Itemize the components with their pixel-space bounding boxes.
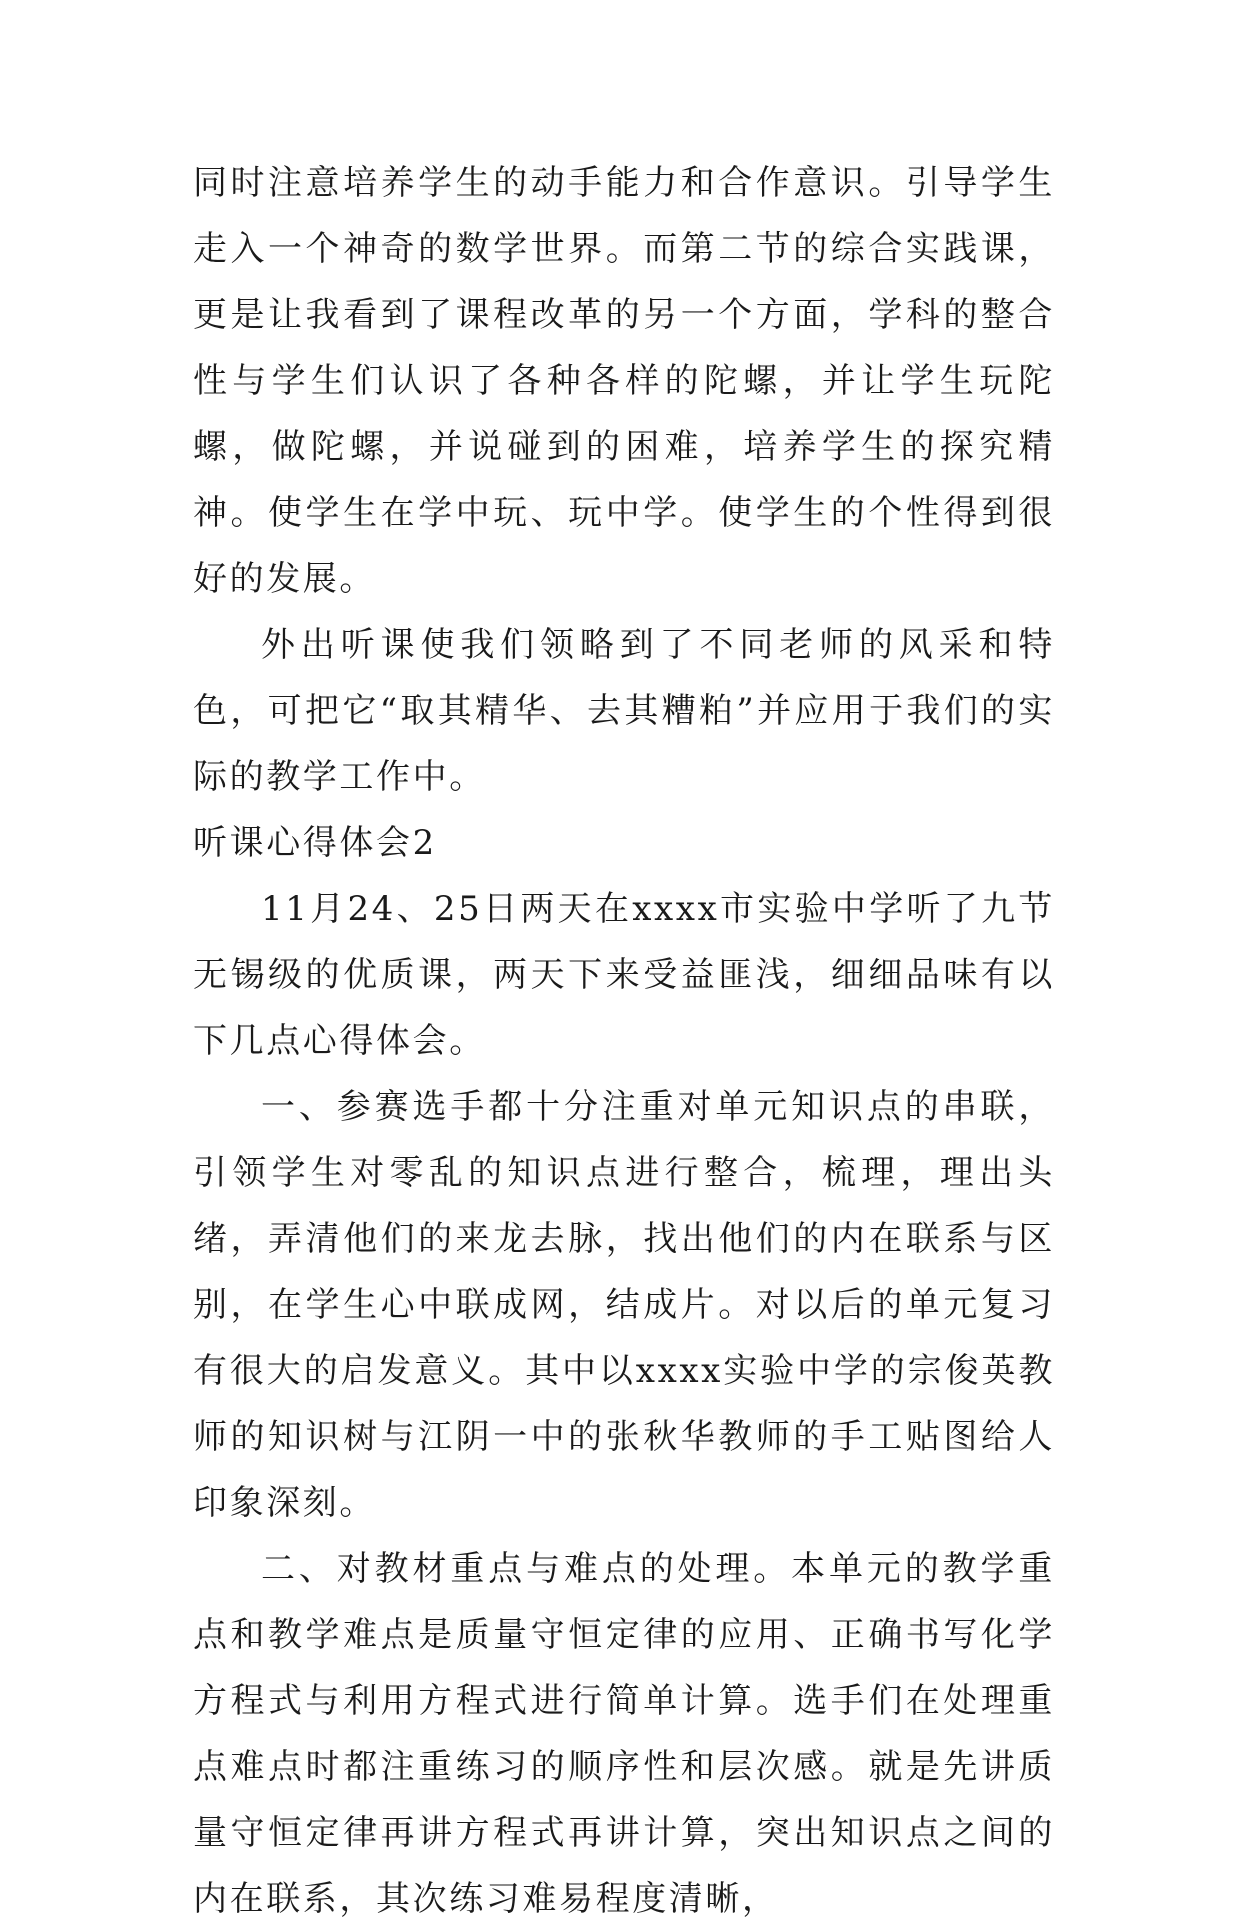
paragraph-continuation: 同时注意培养学生的动手能力和合作意识。引导学生走入一个神奇的数学世界。而第二节的综合实践课，更是让我看到了课程改革的另一个方面，学科的整合性与学生们认识了各种各样的陀螺，并让学生玩陀螺，做陀螺，并说碰到的困难，培养学生的探究精神。使学生在学中玩、玩中学。使学生的个性得到很好的发展。 <box>193 163 1055 599</box>
paragraph-point-two: 二、对教材重点与难点的处理。本单元的教学重点和教学难点是质量守恒定律的应用、正确书写化学方程式与利用方程式进行简单计算。选手们在处理重点难点时都注重练习的顺序性和层次感。就是先讲质量守恒定律再讲方程式再讲计算，突出知识点之间的内在联系，其次练习难易程度清晰， <box>193 1549 1055 1919</box>
paragraph-point-one: 一、参赛选手都十分注重对单元知识点的串联，引领学生对零乱的知识点进行整合，梳理，理出头绪，弄清他们的来龙去脉，找出他们的内在联系与区别，在学生心中联成网，结成片。对以后的单元复习有很大的启发意义。其中以xxxx实验中学的宗俊英教师的知识树与江阴一中的张秋华教师的手工贴图给人印象深刻。 <box>193 1087 1055 1523</box>
paragraph-intro: 11月24、25日两天在xxxx市实验中学听了九节无锡级的优质课，两天下来受益匪浅，细细品味有以下几点心得体会。 <box>193 889 1055 1061</box>
paragraph-conclusion: 外出听课使我们领略到了不同老师的风采和特色，可把它“取其精华、去其糟粕”并应用于我们的实际的教学工作中。 <box>193 625 1055 797</box>
document-body <box>193 150 1055 1932</box>
section-heading: 听课心得体会2 <box>193 823 437 863</box>
